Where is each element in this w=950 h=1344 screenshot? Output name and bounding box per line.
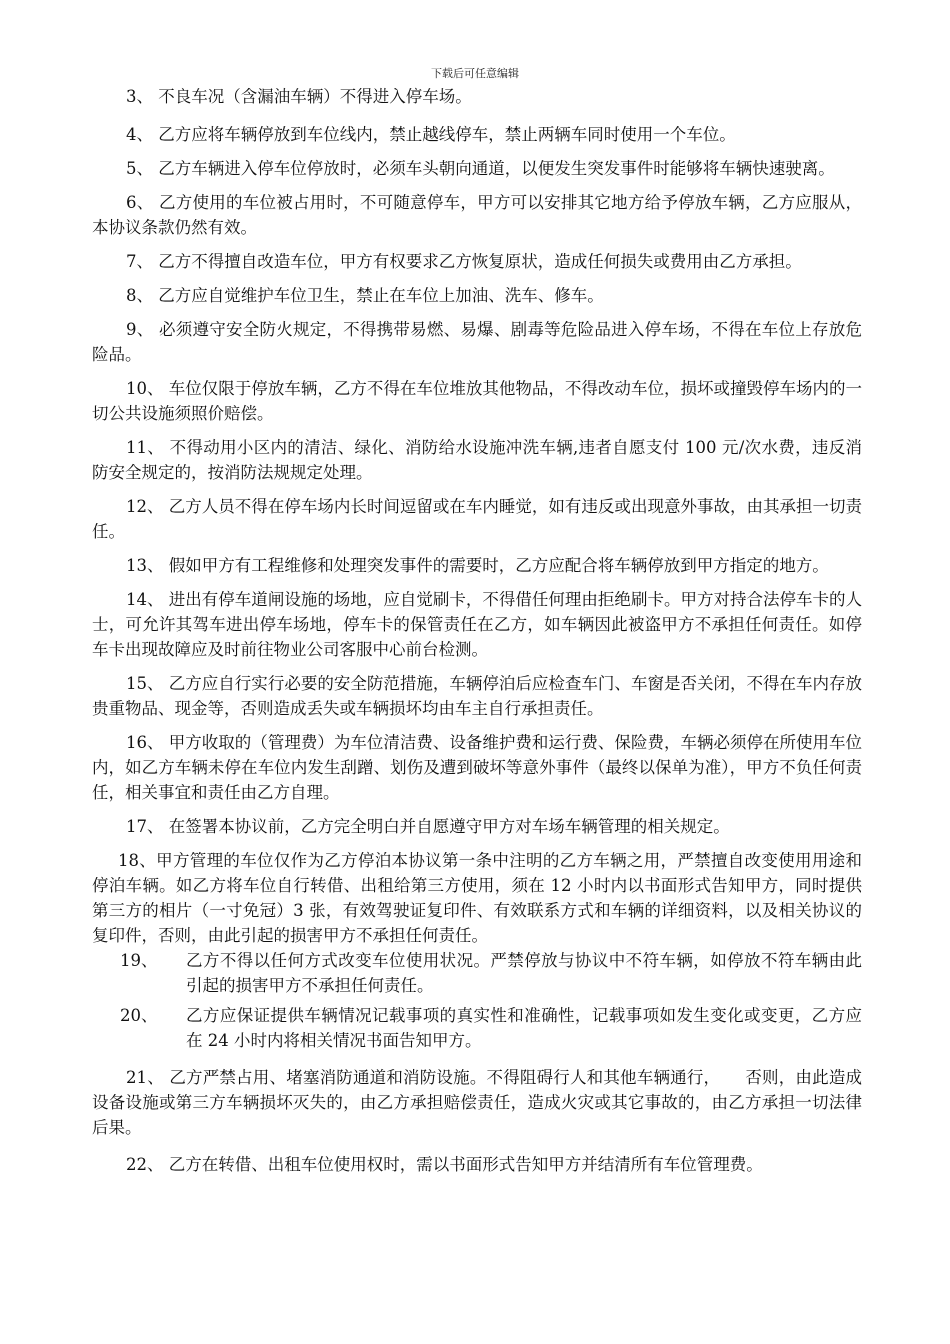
clause-number: 5、 bbox=[126, 159, 153, 178]
clause-number: 11、 bbox=[126, 438, 165, 457]
clause-10 bbox=[92, 376, 862, 426]
clause-number: 8、 bbox=[126, 286, 153, 305]
clause-text: 乙方应自觉维护车位卫生，禁止在车位上加油、洗车、修车。 bbox=[158, 286, 604, 305]
clause-number: 3、 bbox=[126, 87, 153, 106]
clause-21 bbox=[92, 1065, 862, 1140]
clause-13 bbox=[92, 553, 862, 578]
clause-number: 15、 bbox=[126, 674, 164, 693]
clause-text: 车位仅限于停放车辆，乙方不得在车位堆放其他物品，不得改动车位，损坏或撞毁停车场内的一切公共设施须照价赔偿。 bbox=[92, 379, 863, 423]
clause-number: 13、 bbox=[126, 556, 164, 575]
clause-text: 不得动用小区内的清洁、绿化、消防给水设施冲洗车辆,违者自愿支付 100 元/次水费，违反消防安全规定的，按消防法规规定处理。 bbox=[92, 438, 862, 482]
clause-number: 21、 bbox=[126, 1068, 164, 1087]
clause-number: 17、 bbox=[126, 817, 164, 836]
clause-text: 乙方不得擅自改造车位，甲方有权要求乙方恢复原状，造成任何损失或费用由乙方承担。 bbox=[158, 252, 802, 271]
clause-22 bbox=[92, 1152, 862, 1177]
clause-18 bbox=[92, 848, 862, 948]
clause-6 bbox=[92, 190, 862, 240]
clause-number: 14、 bbox=[126, 590, 164, 609]
clause-number: 4、 bbox=[126, 125, 153, 144]
clause-number: 10、 bbox=[126, 379, 164, 398]
clause-number: 7、 bbox=[126, 252, 153, 271]
clause-text: 乙方应将车辆停放到车位线内，禁止越线停车，禁止两辆车同时使用一个车位。 bbox=[158, 125, 736, 144]
clause-text: 乙方使用的车位被占用时，不可随意停车，甲方可以安排其它地方给予停放车辆，乙方应服从，本协议条款仍然有效。 bbox=[92, 193, 863, 237]
clause-number: 16、 bbox=[126, 733, 164, 752]
clause-text: 乙方不得以任何方式改变车位使用状况。严禁停放与协议中不符车辆，如停放不符车辆由此引起的损害甲方不承担任何责任。 bbox=[186, 951, 862, 995]
clause-text: 甲方管理的车位仅作为乙方停泊本协议第一条中注明的乙方车辆之用，严禁擅自改变使用用途和停泊车辆。如乙方将车位自行转借、出租给第三方使用，须在 12 小时内以书面形式告知甲方，同时提供第三方的相片（一寸免冠）3 张，有效驾驶证复印件、有效联系方式和车辆的详细资料，以及相关协议的复印件，否则，由此引起的损害甲方不承担任何责任。 bbox=[92, 851, 862, 945]
clause-16 bbox=[92, 730, 862, 805]
clause-text: 必须遵守安全防火规定，不得携带易燃、易爆、剧毒等危险品进入停车场，不得在车位上存放危险品。 bbox=[92, 320, 863, 364]
clause-20 bbox=[120, 1003, 862, 1053]
clause-number: 20、 bbox=[120, 1006, 158, 1025]
clause-text: 假如甲方有工程维修和处理突发事件的需要时，乙方应配合将车辆停放到甲方指定的地方。 bbox=[168, 556, 829, 575]
clause-7 bbox=[92, 249, 862, 274]
clause-text: 不良车况（含漏油车辆）不得进入停车场。 bbox=[158, 87, 472, 106]
clause-text: 乙方人员不得在停车场内长时间逗留或在车内睡觉，如有违反或出现意外事故，由其承担一切责任。 bbox=[92, 497, 863, 541]
clause-19 bbox=[120, 948, 862, 998]
clause-text: 乙方在转借、出租车位使用权时，需以书面形式告知甲方并结清所有车位管理费。 bbox=[168, 1155, 763, 1174]
clause-4 bbox=[92, 122, 862, 147]
clause-number: 6、 bbox=[126, 193, 154, 212]
clause-number: 22、 bbox=[126, 1155, 164, 1174]
clause-11 bbox=[92, 435, 862, 485]
clause-number: 9、 bbox=[126, 320, 154, 339]
clause-number: 19、 bbox=[120, 951, 158, 970]
clause-15 bbox=[92, 671, 862, 721]
clause-text: 在签署本协议前，乙方完全明白并自愿遵守甲方对车场车辆管理的相关规定。 bbox=[168, 817, 730, 836]
clause-14 bbox=[92, 587, 862, 662]
clause-text: 进出有停车道闸设施的场地，应自觉刷卡，不得借任何理由拒绝刷卡。甲方对持合法停车卡的人士，可允许其驾车进出停车场地，停车卡的保管责任在乙方，如车辆因此被盗甲方不承担任何责任。如停车卡出现故障应及时前往物业公司客服中心前台检测。 bbox=[92, 590, 863, 659]
clause-17 bbox=[92, 814, 862, 839]
clause-text: 乙方车辆进入停车位停放时，必须车头朝向通道，以便发生突发事件时能够将车辆快速驶离。 bbox=[158, 159, 835, 178]
clause-text: 乙方应自行实行必要的安全防范措施，车辆停泊后应检查车门、车窗是否关闭，不得在车内存放贵重物品、现金等，否则造成丢失或车辆损坏均由车主自行承担责任。 bbox=[92, 674, 863, 718]
clause-text: 乙方严禁占用、堵塞消防通道和消防设施。不得阻碍行人和其他车辆通行， 否则，由此造成设备设施或第三方车辆损坏灭失的，由乙方承担赔偿责任，造成火灾或其它事故的，由乙方承担一切法律后果。 bbox=[92, 1068, 863, 1137]
clause-number: 12、 bbox=[126, 497, 164, 516]
clause-12 bbox=[92, 494, 862, 544]
page-header: 下载后可任意编辑 bbox=[431, 67, 519, 80]
clause-8 bbox=[92, 283, 862, 308]
clause-3 bbox=[92, 84, 862, 109]
document-body bbox=[92, 84, 862, 1177]
clause-text: 乙方应保证提供车辆情况记载事项的真实性和准确性，记载事项如发生变化或变更，乙方应在 24 小时内将相关情况书面告知甲方。 bbox=[186, 1006, 862, 1050]
clause-5 bbox=[92, 156, 862, 181]
clause-number: 18、 bbox=[118, 851, 157, 870]
clause-text: 甲方收取的（管理费）为车位清洁费、设备维护费和运行费、保险费，车辆必须停在所使用车位内，如乙方车辆未停在车位内发生刮蹭、划伤及遭到破坏等意外事件（最终以保单为准），甲方不负任何责任，相关事宜和责任由乙方自理。 bbox=[92, 733, 863, 802]
clause-9 bbox=[92, 317, 862, 367]
